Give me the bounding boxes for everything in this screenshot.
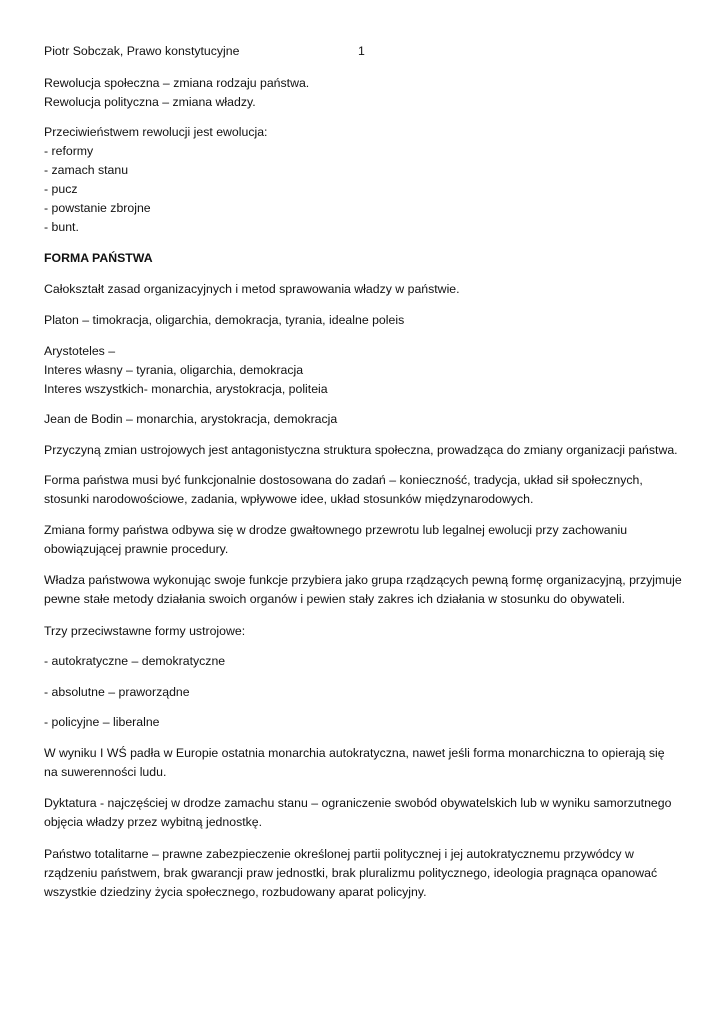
form-item-absolute: - absolutne – praworządne <box>44 685 190 699</box>
text-line: rządzeniu państwem, brak gwarancji praw jednostki, brak pluralizmu politycznego, ideologia pragnąca opanować <box>44 866 658 880</box>
text-line: na suwerenności ludu. <box>44 765 167 779</box>
paragraph-authority <box>44 571 684 609</box>
paragraph-revolution <box>44 74 684 112</box>
page-header <box>44 42 684 61</box>
paragraph-arystoteles <box>44 342 684 399</box>
header-page-number: 1 <box>358 44 365 58</box>
text-line: Forma państwa musi być funkcjonalnie dostosowana do zadań – konieczność, tradycja, układ sił społecznych, <box>44 473 643 487</box>
paragraph-ww1 <box>44 744 684 782</box>
text-line: Rewolucja społeczna – zmiana rodzaju państwa. <box>44 76 310 90</box>
text-line: Państwo totalitarne – prawne zabezpieczenie określonej partii politycznej i jej autokratycznemu przywódcy w <box>44 847 634 861</box>
text-line: wszystkie dziedziny życia społecznego, rozbudowany aparat policyjny. <box>44 885 427 899</box>
text-line: obowiązującej prawnie procedury. <box>44 542 229 556</box>
text-line: Dyktatura - najczęściej w drodze zamachu stanu – ograniczenie swobód obywatelskich lub w wyniku samorzutnego <box>44 796 672 810</box>
paragraph-platon: Platon – timokracja, oligarchia, demokracja, tyrania, idealne poleis <box>44 313 405 327</box>
list-item: - powstanie zbrojne <box>44 201 151 215</box>
paragraph-dictatorship <box>44 794 684 832</box>
text-line: Arystoteles – <box>44 344 116 358</box>
text-line: stosunki narodowościowe, zadania, wpływowe idee, układ stosunków międzynarodowych. <box>44 492 534 506</box>
paragraph-three-forms: Trzy przeciwstawne formy ustrojowe: <box>44 624 246 638</box>
text-line: objęcia władzy przez wybitną jednostkę. <box>44 815 263 829</box>
text-line: Rewolucja polityczna – zmiana władzy. <box>44 95 256 109</box>
paragraph-function <box>44 471 684 509</box>
paragraph-definition: Całokształt zasad organizacyjnych i metod sprawowania władzy w państwie. <box>44 282 460 296</box>
list-item: - reformy <box>44 144 94 158</box>
paragraph-evolution-list <box>44 123 684 237</box>
list-item: - pucz <box>44 182 78 196</box>
text-line: Interes własny – tyrania, oligarchia, demokracja <box>44 363 304 377</box>
list-item: - bunt. <box>44 220 79 234</box>
paragraph-bodin: Jean de Bodin – monarchia, arystokracja, demokracja <box>44 412 338 426</box>
header-author: Piotr Sobczak, Prawo konstytucyjne <box>44 44 240 58</box>
text-line: Interes wszystkich- monarchia, arystokracja, politeia <box>44 382 328 396</box>
section-heading: FORMA PAŃSTWA <box>44 251 153 265</box>
paragraph-cause: Przyczyną zmian ustrojowych jest antagonistyczna struktura społeczna, prowadząca do zmiany organizacji państwa. <box>44 443 678 457</box>
text-line: pewne stałe metody działania swoich organów i pewien stały zakres ich działania w stosunku do obywateli. <box>44 592 625 606</box>
list-item: - zamach stanu <box>44 163 129 177</box>
text-line: W wyniku I WŚ padła w Europie ostatnia monarchia autokratyczna, nawet jeśli forma monarchiczna to opierają się <box>44 746 665 760</box>
paragraph-totalitarian <box>44 845 684 902</box>
text-line: Zmiana formy państwa odbywa się w drodze gwałtownego przewrotu lub legalnej ewolucji przy zachowaniu <box>44 523 628 537</box>
text-line: Przeciwieństwem rewolucji jest ewolucja: <box>44 125 268 139</box>
form-item-police: - policyjne – liberalne <box>44 715 160 729</box>
form-item-autocratic: - autokratyczne – demokratyczne <box>44 654 226 668</box>
paragraph-change <box>44 521 684 559</box>
text-line: Władza państwowa wykonując swoje funkcje przybiera jako grupa rządzących pewną formę organizacyjną, przyjmuje <box>44 573 682 587</box>
